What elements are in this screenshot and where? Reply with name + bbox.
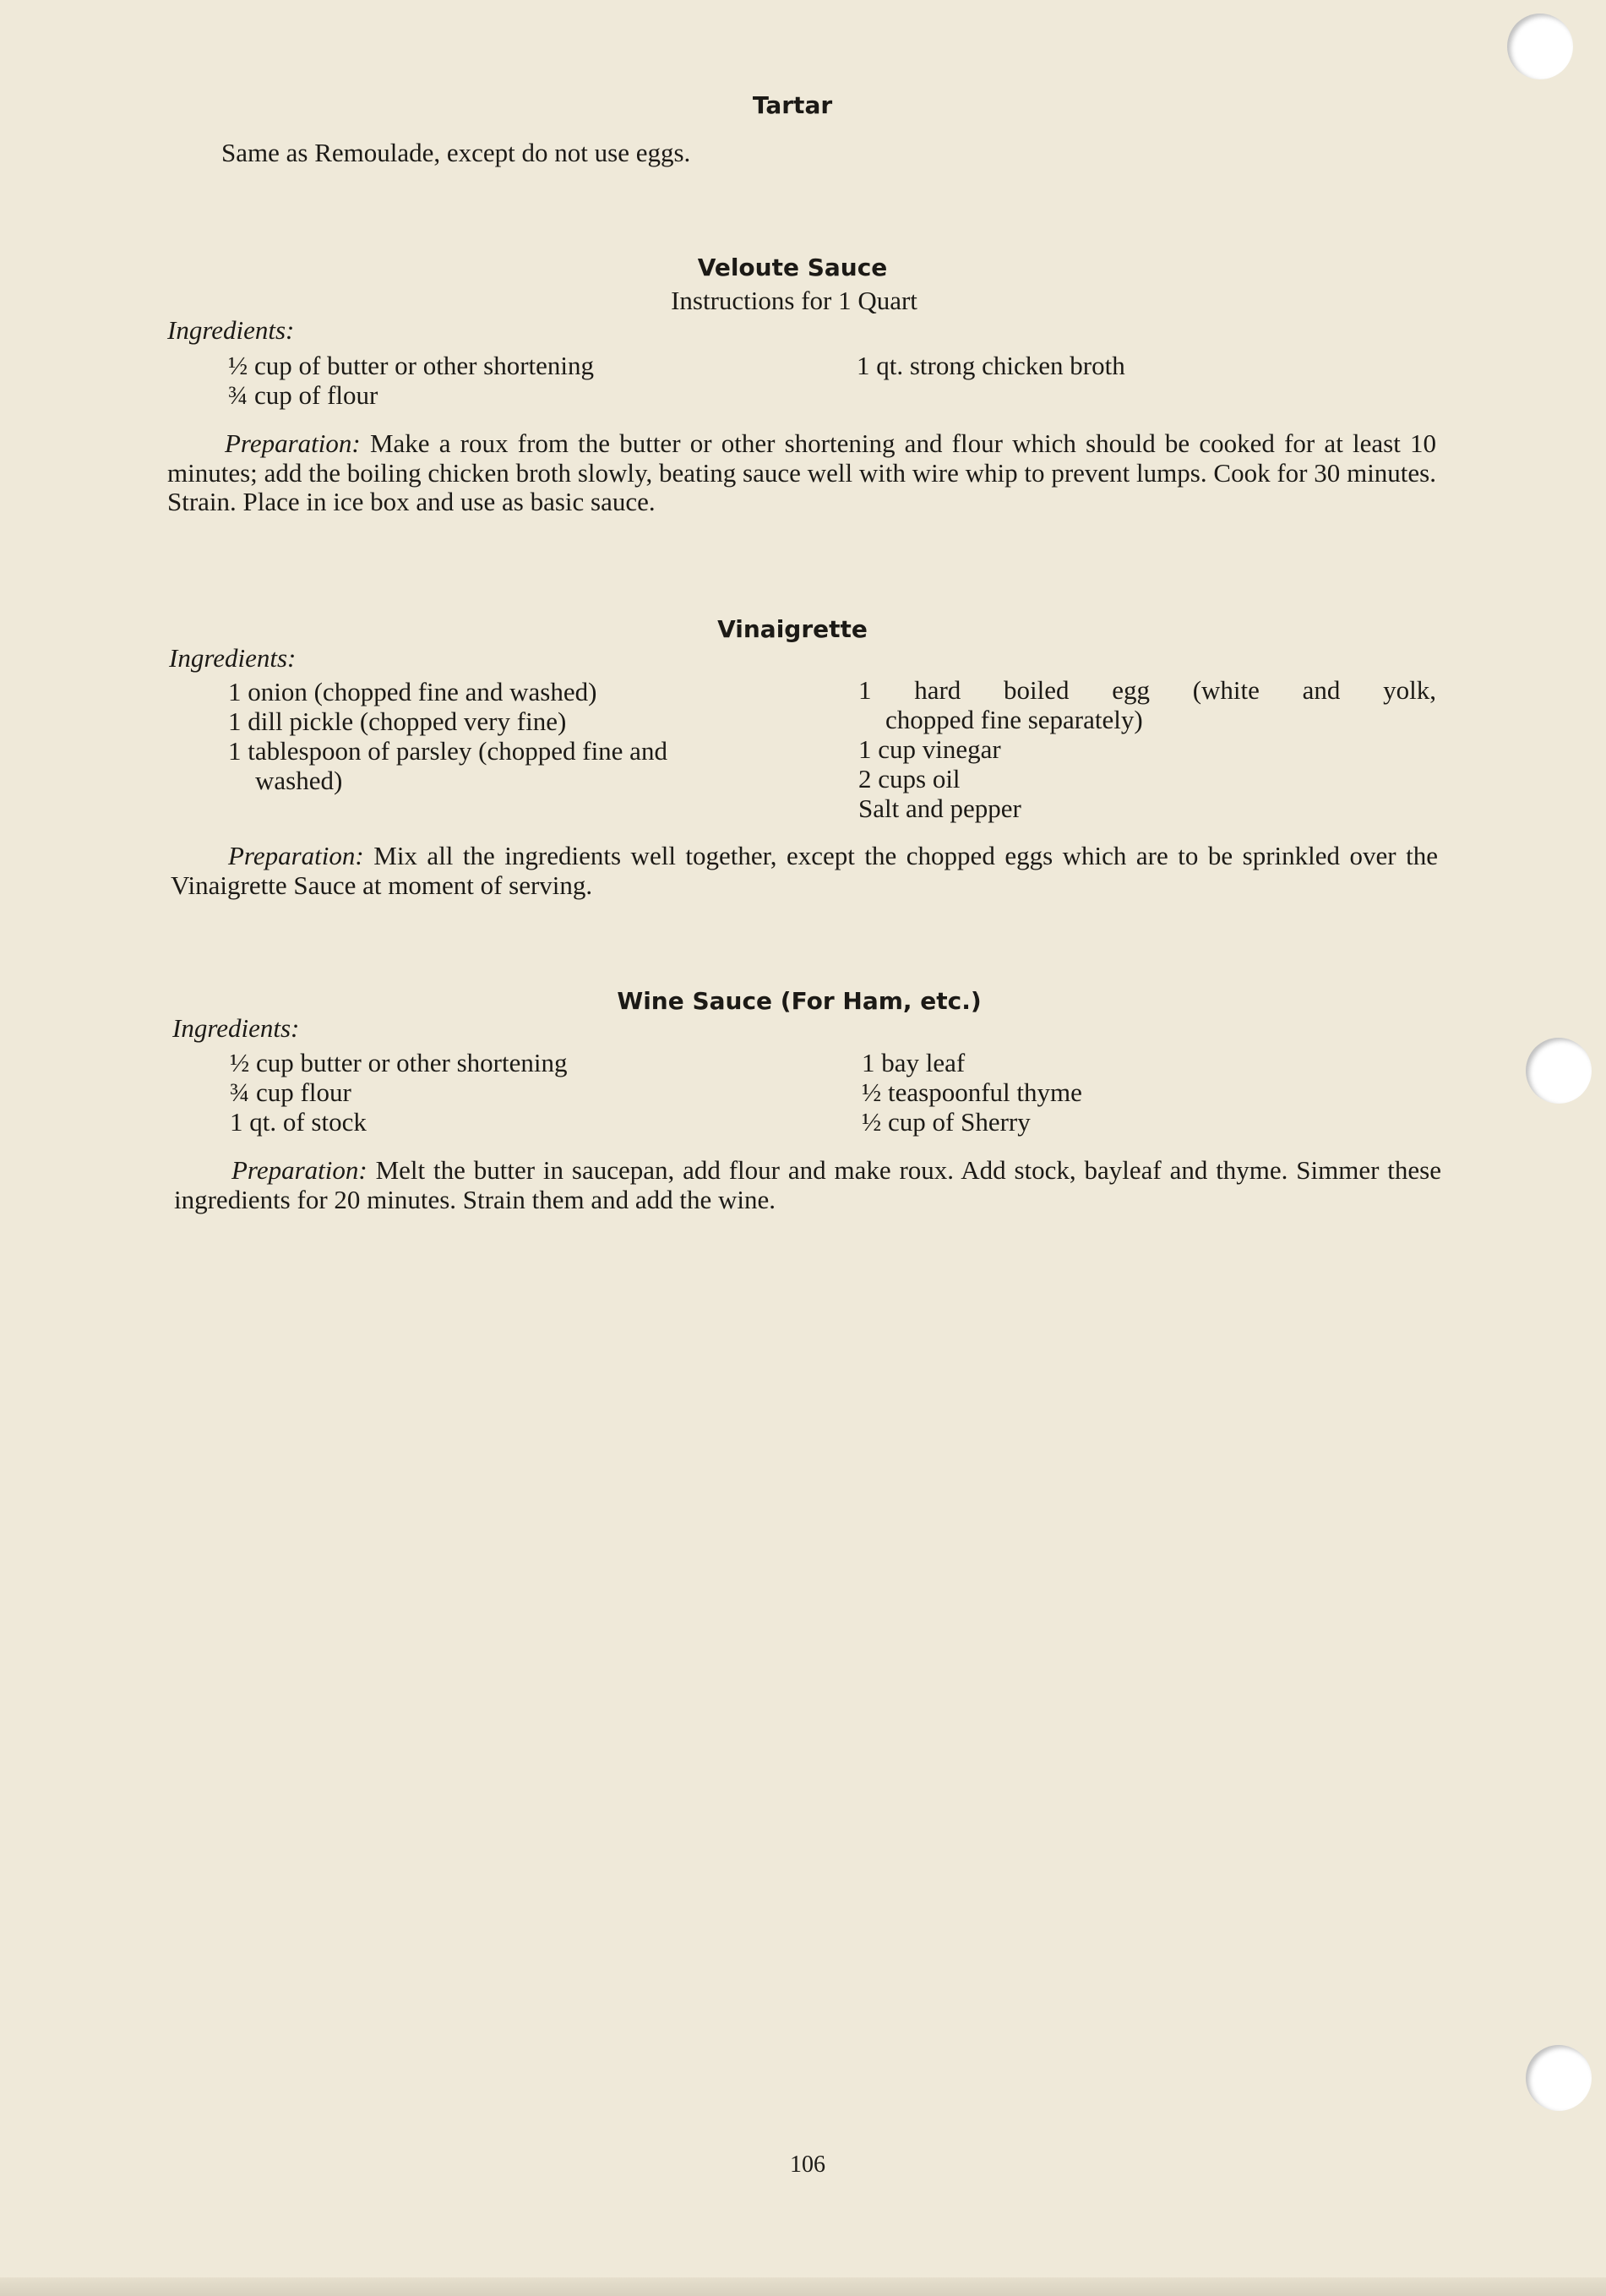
ingredient-text-continued: chopped fine separately) bbox=[885, 704, 1143, 734]
wine-sauce-title: Wine Sauce (For Ham, etc.) bbox=[617, 987, 982, 1015]
vinaigrette-ingredient-right-2 bbox=[858, 735, 1001, 765]
wine-sauce-ingredient-left-2 bbox=[230, 1078, 351, 1108]
ingredient-text: ½ teaspoonful thyme bbox=[862, 1077, 1082, 1107]
veloute-ingredient-left-1 bbox=[228, 352, 594, 381]
wine-sauce-preparation-label: Preparation: bbox=[231, 1155, 367, 1185]
ingredient-text: ½ cup of butter or other shortening bbox=[228, 351, 595, 380]
ingredient-text: ½ cup of Sherry bbox=[862, 1107, 1031, 1137]
vinaigrette-ingredient-right-4 bbox=[858, 794, 1021, 824]
ingredient-text: Salt and pepper bbox=[858, 794, 1021, 823]
ingredient-text: 1 tablespoon of parsley (chopped fine and bbox=[228, 736, 667, 766]
ingredient-text: 1 qt. strong chicken broth bbox=[857, 351, 1125, 380]
punch-hole-middle bbox=[1526, 1038, 1592, 1104]
wine-sauce-ingredient-right-3 bbox=[862, 1108, 1031, 1137]
page-bottom-edge bbox=[0, 2277, 1606, 2296]
veloute-subtitle: Instructions for 1 Quart bbox=[671, 286, 917, 315]
punch-hole-lower bbox=[1526, 2045, 1592, 2111]
tartar-title: Tartar bbox=[752, 91, 833, 119]
vinaigrette-ingredient-left-3 bbox=[228, 737, 819, 795]
vinaigrette-ingredient-left-2 bbox=[228, 707, 819, 737]
ingredient-text: ¾ cup of flour bbox=[228, 380, 378, 410]
wine-sauce-ingredient-right-2 bbox=[862, 1078, 1082, 1108]
ingredient-text: 1 hard boiled egg (white and yolk, bbox=[858, 675, 1436, 705]
veloute-ingredients-label: Ingredients: bbox=[167, 315, 295, 345]
ingredient-text: 1 onion (chopped fine and washed) bbox=[228, 677, 597, 706]
wine-sauce-preparation bbox=[174, 1156, 1441, 1214]
wine-sauce-preparation-text: Melt the butter in saucepan, add flour and make roux. Add stock, bayleaf and thyme. Simmer these ingredients for 20 minutes. Strain them and add the wine. bbox=[174, 1155, 1442, 1214]
ingredient-text: ¾ cup flour bbox=[230, 1077, 351, 1107]
wine-sauce-ingredients-label: Ingredients: bbox=[172, 1013, 300, 1043]
vinaigrette-ingredients-label: Ingredients: bbox=[169, 643, 297, 673]
vinaigrette-preparation-text: Mix all the ingredients well together, except the chopped eggs which are to be sprinkled over the Vinaigrette Sauce at moment of serving. bbox=[171, 841, 1438, 900]
wine-sauce-ingredient-left-3 bbox=[230, 1108, 367, 1137]
ingredient-text: 1 cup vinegar bbox=[858, 734, 1001, 764]
punch-hole-top bbox=[1507, 14, 1573, 79]
ingredient-text: 1 bay leaf bbox=[862, 1048, 966, 1077]
veloute-preparation bbox=[167, 429, 1436, 517]
veloute-preparation-text: Make a roux from the butter or other shortening and flour which should be cooked for at least 10 minutes; add the boiling chicken broth slowly, beating sauce well with wire whip to prevent lumps. Cook for 30 minutes. Strain. Place in ice box and use as basic sauce. bbox=[167, 428, 1436, 516]
ingredient-text: 2 cups oil bbox=[858, 764, 961, 794]
wine-sauce-ingredient-right-1 bbox=[862, 1049, 965, 1078]
ingredient-text: 1 qt. of stock bbox=[230, 1107, 367, 1137]
ingredient-text: ½ cup butter or other shortening bbox=[230, 1048, 568, 1077]
vinaigrette-ingredient-right-3 bbox=[858, 765, 961, 794]
veloute-ingredient-left-2 bbox=[228, 381, 378, 411]
vinaigrette-ingredient-left-1 bbox=[228, 678, 819, 707]
ingredient-text-continued: washed) bbox=[255, 765, 343, 795]
wine-sauce-ingredient-left-1 bbox=[230, 1049, 567, 1078]
vinaigrette-title: Vinaigrette bbox=[717, 615, 868, 643]
vinaigrette-preparation bbox=[171, 842, 1438, 900]
veloute-ingredient-right-1 bbox=[857, 352, 1125, 381]
ingredient-text: 1 dill pickle (chopped very fine) bbox=[228, 706, 567, 736]
veloute-preparation-label: Preparation: bbox=[225, 428, 361, 458]
tartar-text: Same as Remoulade, except do not use eggs. bbox=[221, 138, 691, 167]
page-number: 106 bbox=[790, 2151, 825, 2178]
veloute-title: Veloute Sauce bbox=[697, 254, 888, 281]
vinaigrette-preparation-label: Preparation: bbox=[228, 841, 364, 870]
vinaigrette-ingredient-right-1 bbox=[858, 676, 1436, 734]
